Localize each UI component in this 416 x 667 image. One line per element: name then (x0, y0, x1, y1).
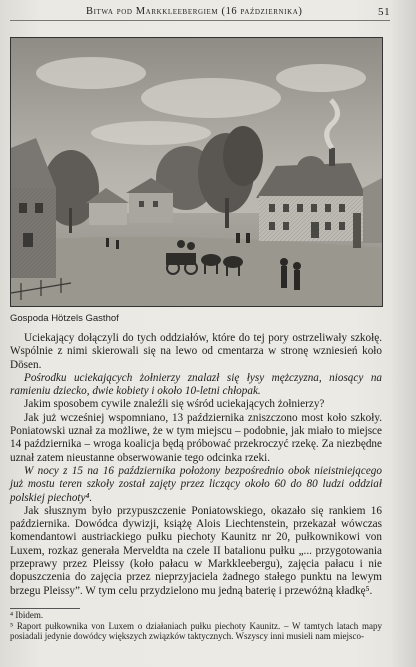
paragraph-2: Pośrodku uciekających żołnierzy znalazł się łysy mężczyzna, niosący na ramieniu dziecko, dwie kobiety i około 10-letni chłopak. (10, 371, 382, 398)
paragraph-4: Jak już wcześniej wspomniano, 13 października zniszczono most koło szkoły. Poniatowski uznał za możliwe, że w tym miejscu – podobnie, jak miało to miejsce 14 października – wroga koalicja będą próbować przekroczyć rzekę. Za niezbędne uznał zatem nieustanne obserwowanie tego odcinka rzeki. (10, 411, 382, 464)
engraving-illustration (10, 37, 383, 307)
page-edge-shadow (390, 0, 416, 667)
paragraph-3: Jakim sposobem cywile znaleźli się wśród uciekających żołnierzy? (24, 398, 325, 411)
header-rule (10, 20, 390, 21)
paragraph-5: W nocy z 15 na 16 października położony bezpośrednio obok nieistniejącego już mostu teren szkoły został zajęty przez liczący około 60 do 80 ludzi oddział polskiej piechoty⁴. (10, 464, 382, 504)
footnote-4: ⁴ Ibidem. (10, 610, 44, 620)
footnote-rule (10, 608, 80, 609)
paragraph-6: Jak słusznym było przypuszczenie Poniatowskiego, okazało się rankiem 16 października. Dowódca dywizji, książę Alois Liechtenstein, przekazał wówczas komendantowi austriackiego pułku piechoty Kaunitz nr 20, pułkownikowi von Luxem, rozkaz generała Merveldta na czele II batalionu pułku „... przygotowania przeprawy przez Pleissy (koło pałacu w Markkleebergu), zajęcia pałacu i nie dopuszczenia do zajęcia przez nieprzyjaciela żadnego stałego punktu na lewym brzegu Pleissy”. W tym celu przydzielono mu jedną baterię i przewóżną kładkę⁵. (10, 504, 382, 597)
figure-caption: Gospoda Hötzels Gasthof (10, 313, 119, 324)
running-title: Bitwa pod Markkleebergiem (16 października) (86, 6, 303, 17)
page-number: 51 (378, 6, 391, 18)
paragraph-1: Uciekający dołączyli do tych oddziałów, które do tej pory ostrzeliwały szkołę. Wspólnie z nimi skierowali się na lewo od cmentarza w stronę wzniesień koło Dösen. (10, 332, 382, 371)
footnotes (10, 610, 382, 642)
footnote-5: ⁵ Raport pułkownika von Luxem o działaniach pułku piechoty Kaunitz. – W tamtych latach mapy posiadali jedynie dowódcy większych związków taktycznych. Wszyscy inni musieli nam miejsco- (10, 620, 382, 641)
running-header (0, 4, 416, 20)
inn-engraving-drawing (11, 38, 382, 306)
body-text (10, 332, 382, 598)
